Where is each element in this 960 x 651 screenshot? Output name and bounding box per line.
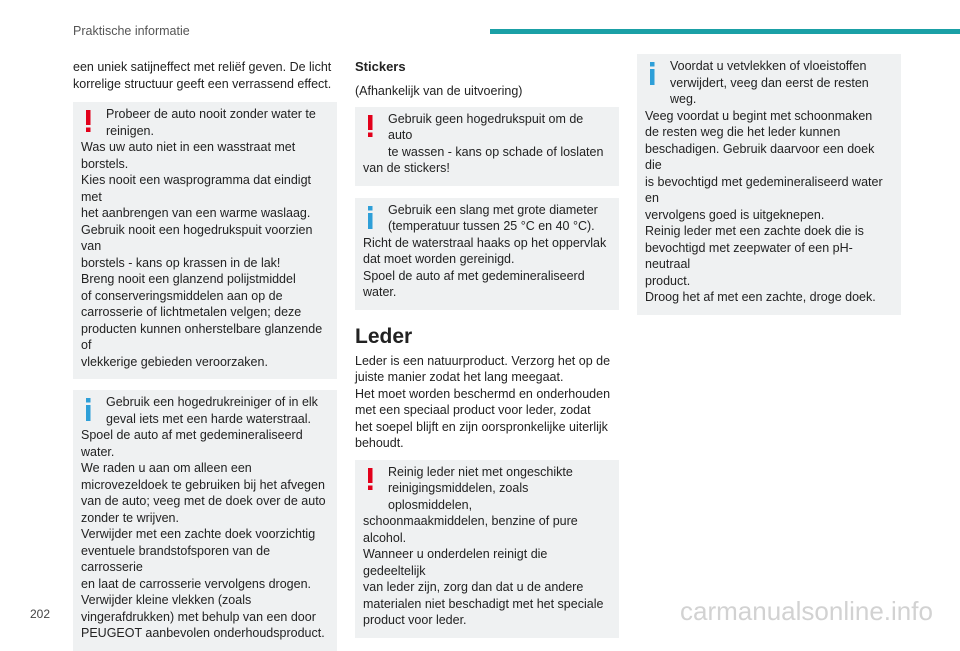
- warning-icon: [81, 108, 95, 134]
- info-body-text: Richt de waterstraal haaks op het oppervlak dat moet worden gereinigd. Spoel de auto af met gedemineraliseerd water.: [363, 235, 607, 299]
- stickers-info-box: [355, 198, 619, 310]
- stickers-note: (Afhankelijk van de uitvoering): [355, 84, 523, 98]
- header-accent-bar: [490, 29, 960, 34]
- warning-body-text: van de stickers!: [363, 161, 450, 175]
- info-body-text: Spoel de auto af met gedemineraliseerd water. We raden u aan om alleen een microvezeldoek te gebruiken bij het afvegen van de auto; veeg met de doek over de auto zonder te wrijven. Verwijder met een zachte doek voorzichtig eventuele brandstofsporen van de carrosserie en laat de carrosserie vervolgens drogen. Verwijder kleine vlekken (zoals vingerafdrukken) met behulp van een door PEUGEOT aanbevolen onderhoudsproduct.: [81, 428, 326, 640]
- warning-body-text: schoonmaakmiddelen, benzine of pure alcohol. Wanneer u onderdelen reinigt die gedeeltelijk van leder zijn, zorg dan dat u de andere materialen niet beschadigt met het speciale product voor leder.: [363, 514, 604, 627]
- warning-icon: [363, 466, 377, 492]
- info-lead-text: Voordat u vetvlekken of vloeistoffen verwijdert, veeg dan eerst de resten weg.: [670, 59, 869, 106]
- leder-info-box: [637, 54, 901, 315]
- info-icon: [645, 61, 659, 87]
- watermark: carmanualsonline.info: [680, 596, 933, 626]
- stickers-warning-box: [355, 107, 619, 186]
- warning-icon: [363, 113, 377, 139]
- intro-paragraph: een uniek satijneffect met reliëf geven. De licht korrelige structuur geeft een verrassend effect.: [73, 60, 332, 91]
- column-3: [637, 54, 901, 315]
- leder-paragraph: Leder is een natuurproduct. Verzorg het op de juiste manier zodat het lang meegaat. Het moet worden beschermd en onderhouden met een speciaal product voor leder, zodat het soepel blijft en zijn oorspronkelijke uiterlijk behoudt.: [355, 353, 611, 450]
- info-lead-text: Gebruik een hogedrukreiniger of in elk geval iets met een harde waterstraal.: [106, 395, 318, 426]
- info-box: [73, 390, 337, 651]
- info-icon: [363, 205, 377, 231]
- column-2: [355, 59, 619, 638]
- info-lead-text: Gebruik een slang met grote diameter (temperatuur tussen 25 °C en 40 °C).: [388, 202, 598, 233]
- page-number: 202: [30, 607, 51, 621]
- warning-lead-text: Probeer de auto nooit zonder water te reinigen.: [106, 107, 316, 138]
- warning-lead-text: Gebruik geen hogedrukspuit om de auto te wassen - kans op schade of loslaten: [388, 111, 604, 159]
- leder-heading: Leder: [355, 324, 413, 348]
- warning-lead-text: Reinig leder niet met ongeschikte reinigingsmiddelen, zoals oplosmiddelen,: [388, 464, 573, 512]
- column-1: [73, 59, 337, 651]
- leder-warning-box: [355, 460, 619, 638]
- stickers-heading: Stickers: [355, 59, 406, 74]
- page-header-title: Praktische informatie: [73, 24, 190, 38]
- info-icon: [81, 397, 95, 423]
- info-body-text: Veeg voordat u begint met schoonmaken de resten weg die het leder kunnen beschadigen. Gebruik daarvoor een doek die is bevochtigd met gedemineraliseerd water en vervolgens goed is uitgeknepen. Reinig leder met een zachte doek die is bevochtigd met zeepwater of een pH-neutraal product. Droog het af met een zachte, droge doek.: [645, 108, 883, 304]
- warning-box: [73, 102, 337, 379]
- warning-body-text: Was uw auto niet in een wasstraat met borstels. Kies nooit een wasprogramma dat eindigt met het aanbrengen van een warme waslaag. Gebruik nooit een hogedrukspuit voorzien van borstels - kans op krassen in de lak! Breng nooit een glanzend polijstmiddel of conserveringsmiddelen aan op de carrosserie of lichtmetalen velgen; deze producten kunnen onherstelbare glanzende of vlekkerige gebieden veroorzaken.: [81, 140, 323, 369]
